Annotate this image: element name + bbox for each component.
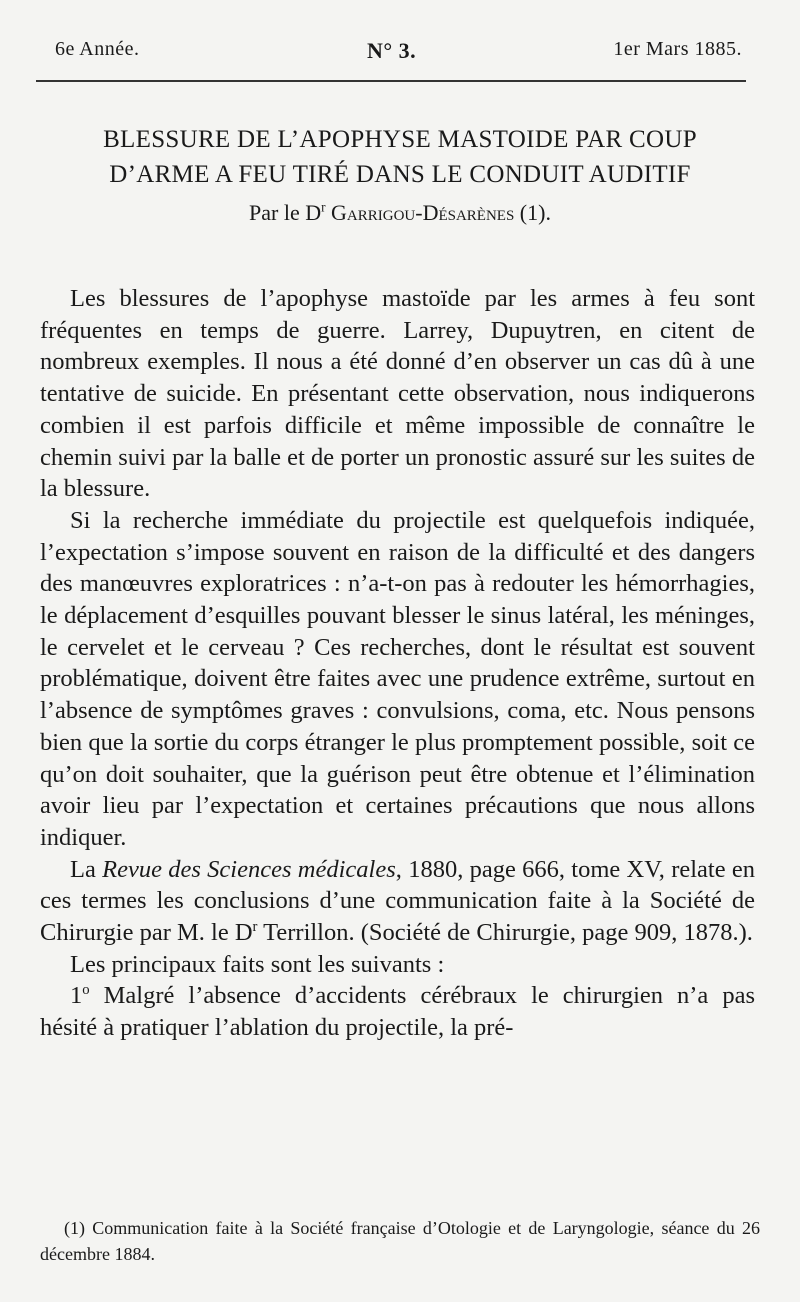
byline-author: Garrigou-Désarènes (1). — [325, 200, 551, 225]
byline-sup: r — [321, 199, 326, 215]
paragraph-3 — [40, 854, 755, 949]
p5-number: 1 — [70, 982, 83, 1010]
p3-start: La — [70, 855, 103, 883]
p3-journal-title: Revue des Sciences médicales — [102, 855, 396, 883]
p3-middle: , 1880, page 666, tome XV, relate en ces termes les conclusions d’une communication faite à la Société de Chirurgie par M. le D — [40, 855, 755, 947]
header-rule — [36, 80, 746, 82]
paragraph-5 — [40, 980, 755, 1043]
header-issue-number: N° 3. — [367, 38, 417, 63]
p5-text: Malgré l’absence d’accidents cérébraux le chirurgien n’a pas hésité à pratiquer l’ablation du projectile, la pré- — [40, 982, 755, 1042]
p3-sup: r — [252, 918, 258, 935]
paragraph-2: Si la recherche immédiate du projectile est quelquefois indiquée, l’expectation s’impose souvent en raison de la difficulté et des dangers des manœuvres exploratrices : n’a-t-on pas à redouter les hémorrhagies, le déplacement d’esquilles pouvant blesser le sinus latéral, les méninges, le cervelet et le cerveau ? Ces recherches, dont le résultat est souvent problématique, doivent être faites avec une prudence extrême, surtout en l’absence de symptômes graves : convulsions, coma, etc. Nous pensons bien que la sortie du corps étranger le plus promptement possible, soit ce qu’on doit souhaiter, que la guérison peut être obtenue et l’élimination avoir lieu par l’expectation et certaines précautions que nous allons indiquer. — [40, 506, 755, 851]
title-line-2: D’ARME A FEU TIRÉ DANS LE CONDUIT AUDITIF — [109, 161, 691, 188]
footnote — [40, 1215, 760, 1267]
title-line-1: BLESSURE DE L’APOPHYSE MASTOIDE PAR COUP — [103, 126, 697, 153]
paragraph-4: Les principaux faits sont les suivants : — [70, 950, 445, 978]
article-title — [20, 122, 780, 192]
running-header — [55, 38, 742, 68]
article-body — [40, 283, 755, 1044]
byline-prefix: Par le D — [249, 200, 322, 225]
header-date: 1er Mars 1885. — [613, 38, 742, 60]
p3-end: Terrillon. (Société de Chirurgie, page 909, 1878.). — [257, 919, 753, 947]
header-year: 6e Année. — [55, 38, 140, 60]
paragraph-1: Les blessures de l’apophyse mastoïde par les armes à feu sont fréquentes en temps de guerre. Larrey, Dupuytren, en citent de nombreux exemples. Il nous a été donné d’en observer un cas dû à une tentative de suicide. En présentant cette observation, nous indiquerons combien il est parfois difficile et même impossible de connaître le chemin suivi par la balle et de porter un pronostic assuré sur les suites de la blessure. — [40, 285, 755, 503]
p5-sup: o — [82, 982, 90, 999]
footnote-text: (1) Communication faite à la Société française d’Otologie et de Laryngologie, séance du 26 décembre 1884. — [40, 1218, 760, 1264]
article-byline — [0, 200, 800, 226]
